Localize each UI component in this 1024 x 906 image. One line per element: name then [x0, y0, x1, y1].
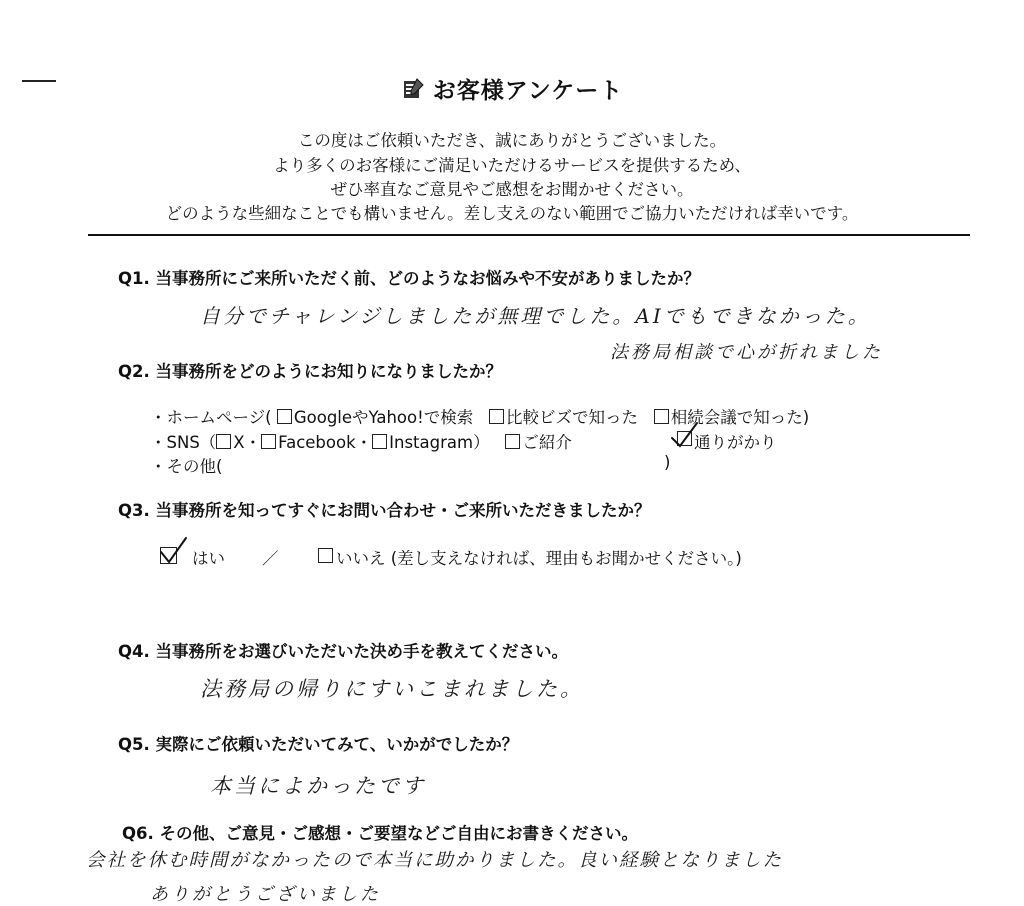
- x-checkbox[interactable]: [216, 434, 231, 449]
- intro-line-4: どのような些細なことでも構いません。差し支えのない範囲でご協力いただければ幸いです。: [165, 204, 859, 223]
- q6-answer-line-2[interactable]: ありがとうございました: [150, 884, 381, 905]
- yes-label: はい: [192, 549, 225, 568]
- souzoku-checkbox[interactable]: [654, 409, 669, 424]
- q6-question: Q6. その他、ご意見・ご感想・ご要望などご自由にお書きください。: [122, 824, 639, 843]
- no-checkbox[interactable]: [318, 548, 333, 563]
- sns-label: ・SNS（: [150, 433, 217, 452]
- intro-line-2: より多くのお客様にご満足いただけるサービスを提供するため、: [273, 156, 751, 175]
- facebook-label: Facebook・: [278, 433, 373, 452]
- q6-answer-line-1[interactable]: 会社を休む時間がなかったので本当に助かりました。良い経験となりました: [86, 850, 784, 871]
- survey-title-text: お客様アンケート: [432, 78, 624, 104]
- other-close-paren: ): [664, 453, 671, 472]
- q2-row-sns: [150, 429, 572, 453]
- google-label: GoogleやYahoo!で検索: [293, 408, 474, 427]
- x-label: X・: [233, 433, 262, 452]
- memo-icon: [401, 77, 425, 101]
- toori-label: 通りがかり: [694, 433, 777, 452]
- shoukai-checkbox[interactable]: [505, 434, 520, 449]
- q3-separator: ／: [262, 549, 279, 568]
- no-label: いいえ (差し支えなければ、理由もお聞かせください。): [336, 549, 742, 568]
- instagram-checkbox[interactable]: [372, 434, 387, 449]
- instagram-label: Instagram）: [389, 433, 490, 452]
- google-checkbox[interactable]: [277, 409, 292, 424]
- q3-question: Q3. 当事務所を知ってすぐにお問い合わせ・ご来所いただきましたか？: [118, 501, 651, 520]
- q4-answer[interactable]: 法務局の帰りにすいこまれました。: [200, 677, 584, 701]
- hikaku-checkbox[interactable]: [489, 409, 504, 424]
- q2-row-homepage: [150, 404, 809, 428]
- q5-question: Q5. 実際にご依頼いただいてみて、いかがでしたか？: [118, 735, 519, 754]
- intro-line-3: ぜひ率直なご意見やご感想をお聞かせください。: [330, 180, 694, 199]
- q2-question: Q2. 当事務所をどのようにお知りになりましたか？: [118, 362, 503, 381]
- other-label: ・その他(: [150, 457, 223, 476]
- survey-title: [0, 72, 1024, 105]
- yes-checkmark-icon: [156, 534, 188, 566]
- q4-question: Q4. 当事務所をお選びいただいた決め手を教えてください。: [118, 642, 569, 661]
- intro-line-1: この度はご依頼いただき、誠にありがとうございました。: [297, 131, 727, 150]
- shoukai-label: ご紹介: [522, 433, 572, 452]
- q1-answer-line-1[interactable]: 自分でチャレンジしましたが無理でした。AIでもできなかった。: [200, 304, 871, 328]
- q1-question: Q1. 当事務所にご来所いただく前、どのようなお悩みや不安がありましたか？: [118, 269, 701, 288]
- q2-row-other: [150, 453, 222, 477]
- q1-answer-line-2[interactable]: 法務局相談で心が折れました: [610, 342, 883, 363]
- homepage-label: ・ホームページ(: [150, 408, 272, 427]
- hikaku-label: 比較ビズで知った: [505, 408, 638, 427]
- facebook-checkbox[interactable]: [261, 434, 276, 449]
- q5-answer[interactable]: 本当によかったです: [210, 774, 426, 798]
- souzoku-label: 相続会議で知った): [670, 408, 810, 427]
- toori-checkmark-icon: [668, 420, 700, 448]
- header-divider: [88, 234, 970, 236]
